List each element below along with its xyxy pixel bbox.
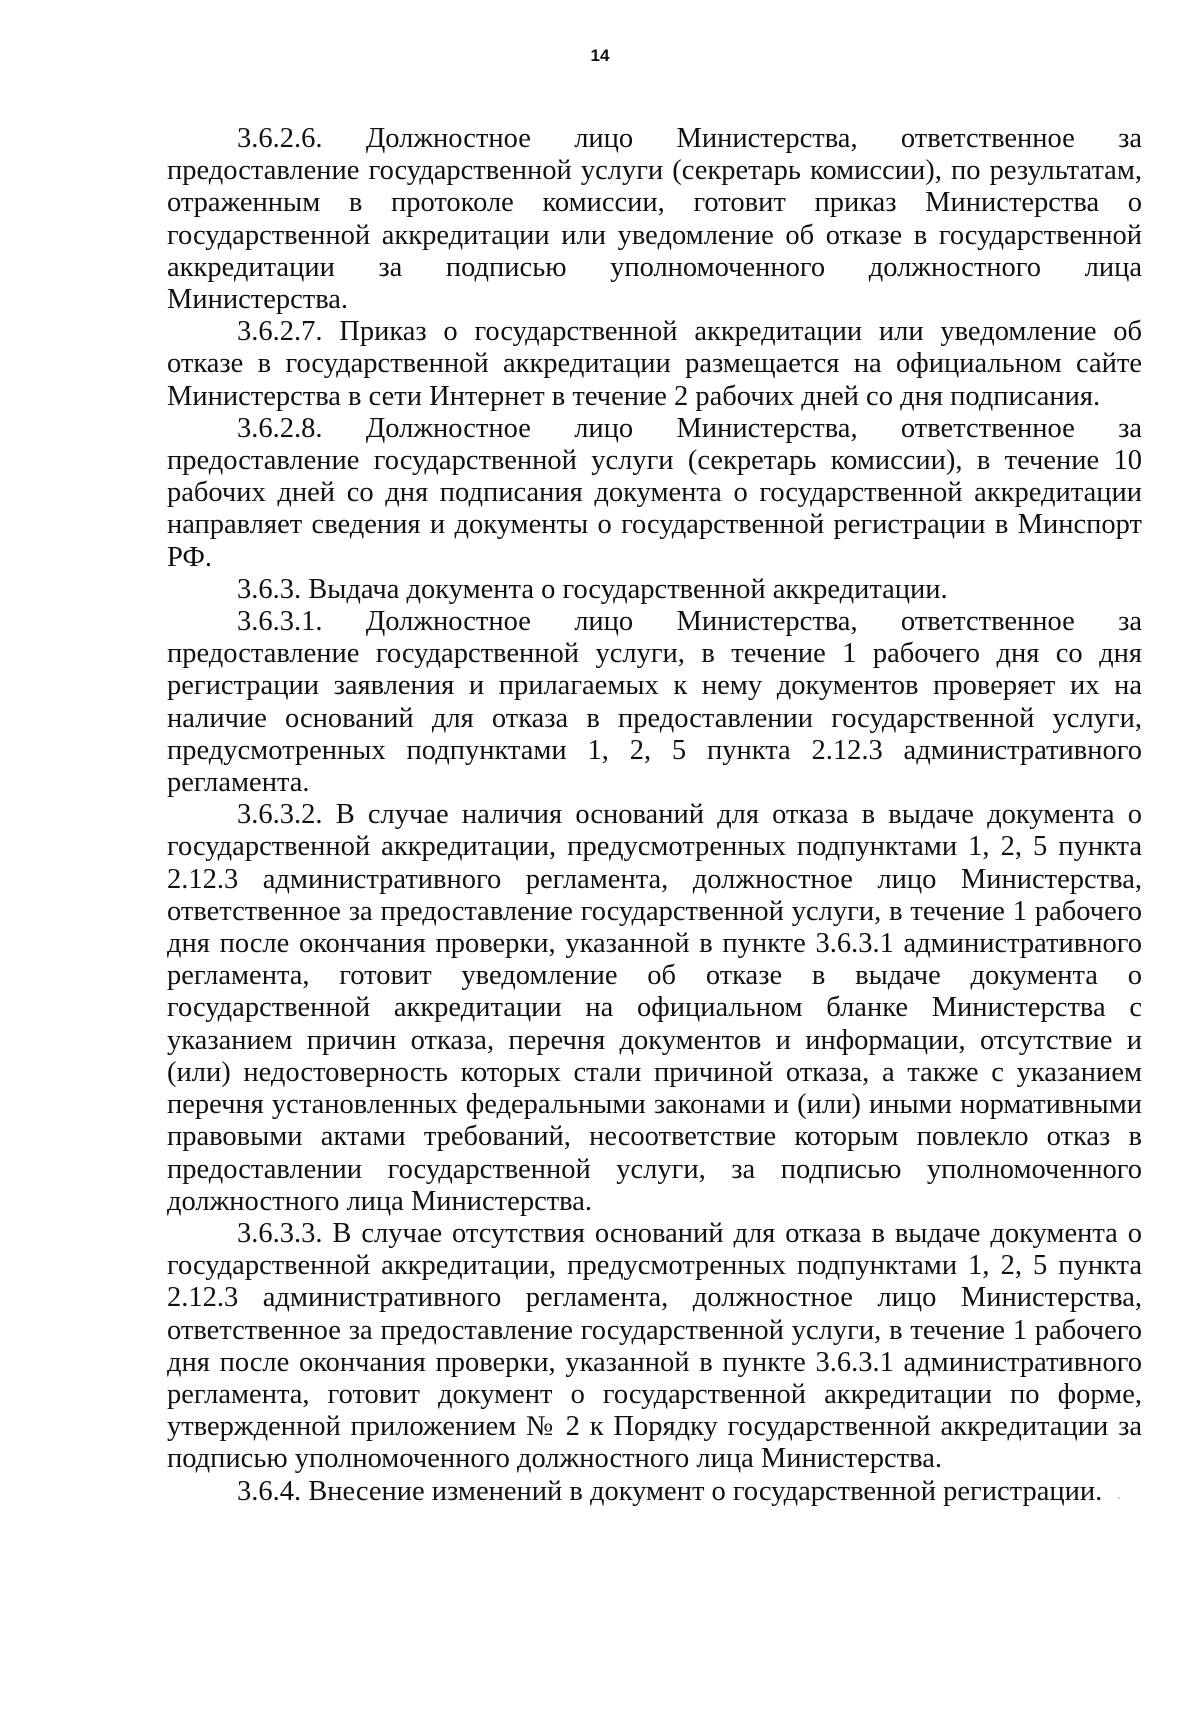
paragraph-3-6-3-1: 3.6.3.1. Должностное лицо Министерства, ответственное за предоставление государственной услуги, в течение 1 рабочего дня со дня регистрации заявления и прилагаемых к нему документов проверяет их на наличие оснований для отказа в предоставлении государственной услуги, предусмотренных подпунктами 1, 2, 5 пункта 2.12.3 административного регламента. bbox=[167, 606, 1142, 799]
paragraph-3-6-3: 3.6.3. Выдача документа о государственной аккредитации. bbox=[237, 573, 948, 605]
paragraph-3-6-4: 3.6.4. Внесение изменений в документ о государственной регистрации. bbox=[237, 1475, 1103, 1507]
paragraph-3-6-3-2: 3.6.3.2. В случае наличия оснований для отказа в выдаче документа о государственной аккредитации, предусмотренных подпунктами 1, 2, 5 пункта 2.12.3 административного регламента, должностное лицо Министерства, ответственное за предоставление государственной услуги, в течение 1 рабочего дня после окончания проверки, указанной в пункте 3.6.3.1 административного регламента, готовит уведомление об отказе в выдаче документа о государственной аккредитации на официальном бланке Министерства с указанием причин отказа, перечня документов и информации, отсутствие и (или) недостоверность которых стали причиной отказа, а также с указанием перечня установленных федеральными законами и (или) иными нормативными правовыми актами требований, несоответствие которым повлекло отказ в предоставлении государственной услуги, за подписью уполномоченного должностного лица Министерства. bbox=[167, 799, 1142, 1217]
paragraph-3-6-2-6: 3.6.2.6. Должностное лицо Министерства, ответственное за предоставление государственной услуги (секретарь комиссии), по результатам, отраженным в протоколе комиссии, готовит приказ Министерства о государственной аккредитации или уведомление об отказе в государственной аккредитации за подписью уполномоченного должностного лица Министерства. bbox=[167, 123, 1142, 316]
page-number: 14 bbox=[590, 46, 610, 65]
scan-speck bbox=[1118, 1497, 1120, 1499]
document-body bbox=[167, 123, 1142, 1508]
paragraph-3-6-3-3: 3.6.3.3. В случае отсутствия оснований для отказа в выдаче документа о государственной аккредитации, предусмотренных подпунктами 1, 2, 5 пункта 2.12.3 административного регламента, должностное лицо Министерства, ответственное за предоставление государственной услуги, в течение 1 рабочего дня после окончания проверки, указанной в пункте 3.6.3.1 административного регламента, готовит документ о государственной аккредитации по форме, утвержденной приложением № 2 к Порядку государственной аккредитации за подписью уполномоченного должностного лица Министерства. bbox=[167, 1217, 1142, 1475]
paragraph-3-6-2-7: 3.6.2.7. Приказ о государственной аккредитации или уведомление об отказе в государственной аккредитации размещается на официальном сайте Министерства в сети Интернет в течение 2 рабочих дней со дня подписания. bbox=[167, 316, 1142, 412]
paragraph-3-6-2-8: 3.6.2.8. Должностное лицо Министерства, ответственное за предоставление государственной услуги (секретарь комиссии), в течение 10 рабочих дней со дня подписания документа о государственной аккредитации направляет сведения и документы о государственной регистрации в Минспорт РФ. bbox=[167, 412, 1142, 573]
